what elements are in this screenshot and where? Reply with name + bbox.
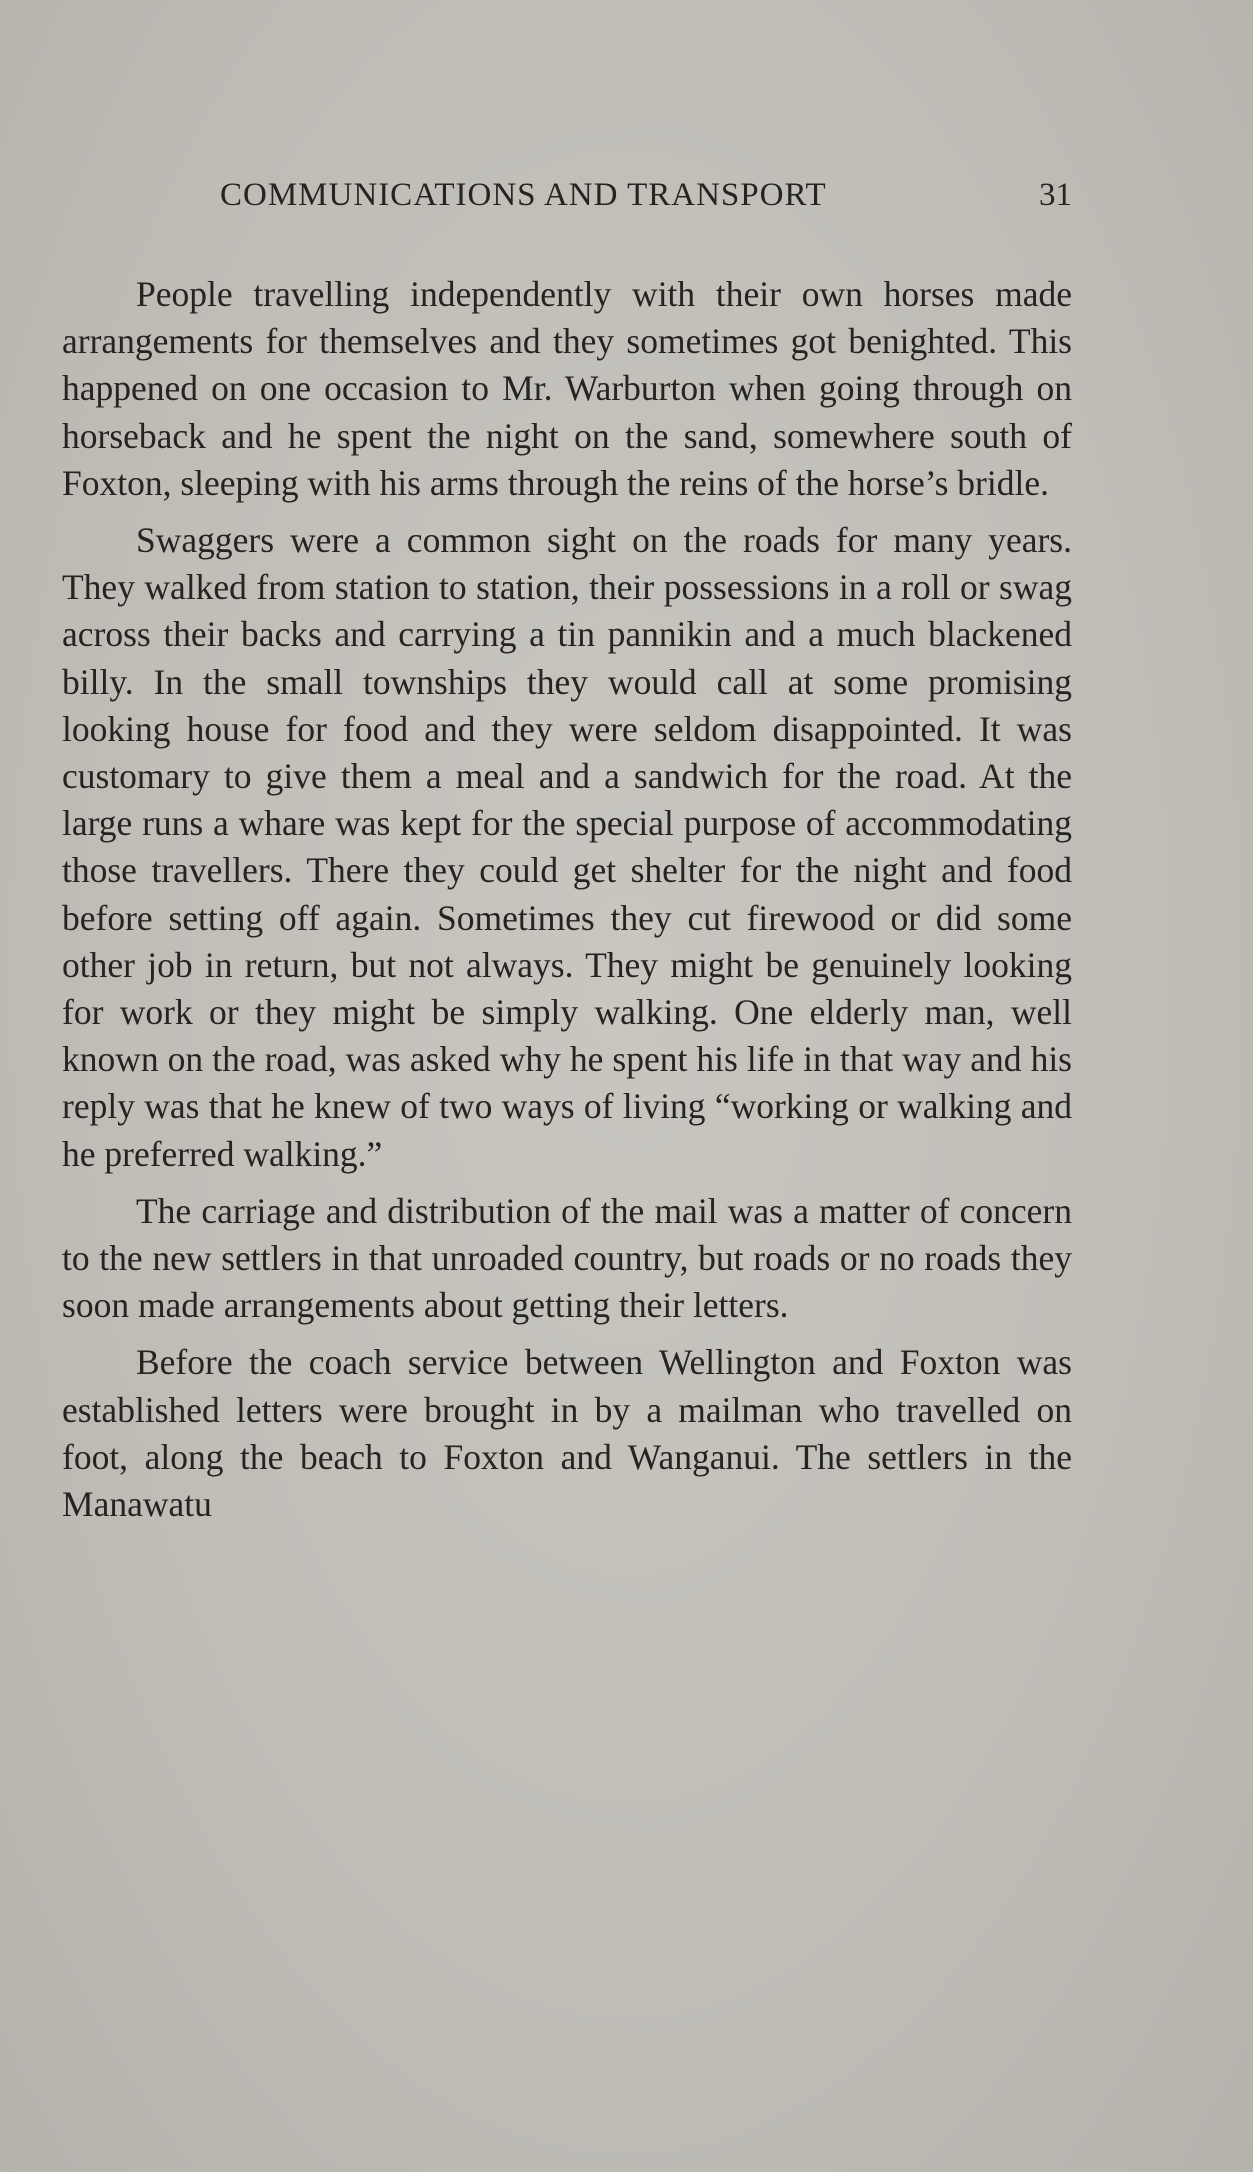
running-head (60, 170, 1072, 220)
paragraph-mail: The carriage and distribution of the mail was a matter of concern to the new settlers in that unroaded country, but roads or no roads they soon made arrangements about getting their letters. (62, 1190, 1072, 1326)
running-title: COMMUNICATIONS AND TRANSPORT (220, 177, 827, 213)
page-number: 31 (1039, 177, 1072, 213)
paragraph-travellers: People travelling independently with their own horses made arrangements for themselves and they sometimes got benighted. This happened on one occasion to Mr. Warburton when going through on horseback and he spent the night on the sand, somewhere south of Foxton, sleeping with his arms through the reins of the horse’s bridle. (62, 274, 1072, 503)
body-text (62, 271, 1072, 1538)
paragraph-swaggers: Swaggers were a common sight on the roads for many years. They walked from station to station, their possessions in a roll or swag across their backs and carrying a tin pannikin and a much blackened billy. In the small townships they would call at some promising looking house for food and they were seldom disappointed. It was customary to give them a meal and a sandwich for the road. At the large runs a whare was kept for the special purpose of accommodating those travellers. There they could get shelter for the night and food before setting off again. Sometimes they cut firewood or did some other job in return, but not always. They might be genuinely looking for work or they might be simply walking. One elderly man, well known on the road, was asked why he spent his life in that way and his reply was that he knew of two ways of living “working or walking and he preferred walking.” (62, 520, 1072, 1174)
paragraph-mailman: Before the coach service between Wellington and Foxton was established letters were brought in by a mailman who travelled on foot, along the beach to Foxton and Wanganui. The settlers in the Manawatu (62, 1342, 1072, 1525)
